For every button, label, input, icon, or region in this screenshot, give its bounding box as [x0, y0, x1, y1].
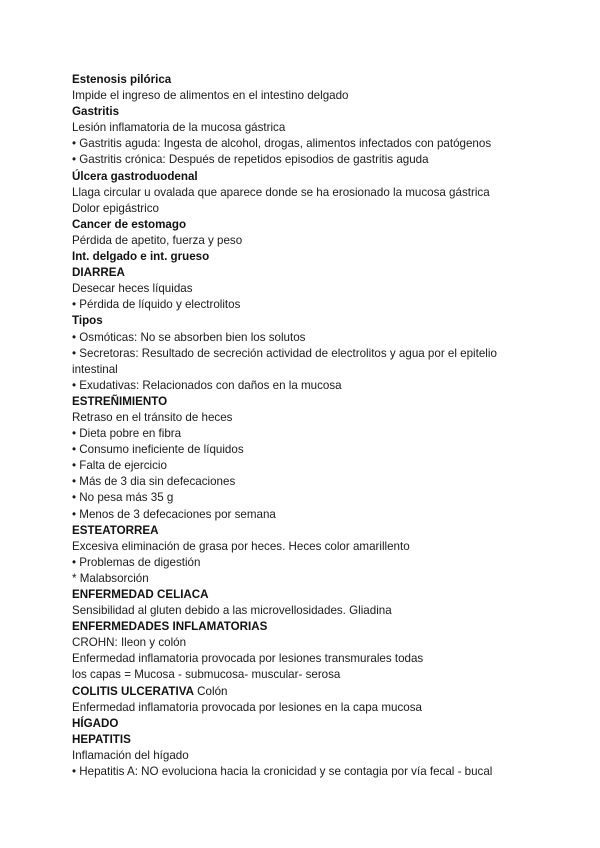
- section-heading: [72, 394, 542, 410]
- line-text: Lesión inflamatoria de la mucosa gástrica: [72, 121, 286, 135]
- text-line: [72, 651, 542, 667]
- line-text: • Pérdida de líquido y electrolitos: [72, 298, 241, 312]
- line-text: • Dieta pobre en fibra: [72, 427, 182, 441]
- text-line: [72, 152, 542, 168]
- line-text: ENFERMEDADES INFLAMATORIAS: [72, 620, 268, 634]
- line-text: ESTEATORREA: [72, 523, 159, 537]
- line-text: • Falta de ejercicio: [72, 459, 167, 473]
- line-text: Inflamación del hígado: [72, 748, 189, 762]
- line-text: • Hepatitis A: NO evoluciona hacia la cronicidad y se contagia por vía fecal - bucal: [72, 765, 493, 779]
- text-line: [72, 201, 542, 217]
- line-text: Dolor epigástrico: [72, 201, 159, 215]
- line-text: Excesiva eliminación de grasa por heces. Heces color amarillento: [72, 539, 410, 553]
- line-text: • Exudativas: Relacionados con daños en la mucosa: [72, 378, 342, 392]
- section-heading: [72, 716, 542, 732]
- section-heading: [72, 249, 542, 265]
- line-text: • Gastritis crónica: Después de repetidos episodios de gastritis aguda: [72, 153, 429, 167]
- text-line: [72, 362, 542, 378]
- line-text: Cancer de estomago: [72, 217, 187, 231]
- text-line: [72, 281, 542, 297]
- line-text: ENFERMEDAD CELIACA: [72, 588, 209, 601]
- line-suffix: Colón: [193, 684, 228, 698]
- text-line: [72, 458, 542, 474]
- section-heading: [72, 313, 542, 329]
- text-line: [72, 555, 542, 571]
- text-line: [72, 700, 542, 716]
- line-text: Estenosis pilórica: [72, 73, 172, 86]
- text-line: [72, 378, 542, 394]
- line-text: Pérdida de apetito, fuerza y peso: [72, 233, 243, 247]
- line-text: DIARREA: [72, 266, 125, 280]
- text-line: [72, 410, 542, 426]
- line-text: • Más de 3 dia sin defecaciones: [72, 475, 236, 489]
- text-line: [72, 539, 542, 555]
- text-line: [72, 88, 542, 104]
- section-heading: [72, 523, 542, 539]
- text-line: [72, 297, 542, 313]
- text-line: [72, 426, 542, 442]
- section-heading: [72, 72, 542, 88]
- section-heading: [72, 619, 542, 635]
- line-text: Impide el ingreso de alimentos en el intestino delgado: [72, 89, 349, 103]
- text-line: [72, 346, 542, 362]
- line-text: Desecar heces líquidas: [72, 282, 193, 296]
- line-text: • No pesa más 35 g: [72, 491, 174, 505]
- section-heading: [72, 587, 542, 603]
- section-heading: [72, 169, 542, 185]
- line-text: CROHN: Ileon y colón: [72, 636, 187, 650]
- line-text: • Secretoras: Resultado de secreción actividad de electrolitos y agua por el epitelio: [72, 346, 497, 360]
- text-line: [72, 748, 542, 764]
- text-line: [72, 490, 542, 506]
- line-text: • Gastritis aguda: Ingesta de alcohol, drogas, alimentos infectados con patógenos: [72, 137, 492, 151]
- line-text: Úlcera gastroduodenal: [72, 169, 198, 183]
- line-text: HÍGADO: [72, 716, 119, 730]
- line-text: • Problemas de digestión: [72, 555, 201, 569]
- document-page: [72, 72, 542, 780]
- text-line: [72, 667, 542, 683]
- line-text: Tipos: [72, 314, 103, 328]
- text-line: [72, 233, 542, 249]
- section-heading: [72, 265, 542, 281]
- line-text: los capas = Mucosa - submucosa- muscular- serosa: [72, 668, 341, 682]
- text-line: [72, 330, 542, 346]
- section-heading: [72, 732, 542, 748]
- line-text: Llaga circular u ovalada que aparece donde se ha erosionado la mucosa gástrica: [72, 185, 490, 199]
- line-text: Retraso en el tránsito de heces: [72, 410, 233, 424]
- line-text: HEPATITIS: [72, 732, 131, 746]
- line-text: ESTREÑIMIENTO: [72, 394, 168, 408]
- line-text: Gastritis: [72, 105, 120, 119]
- line-text: • Consumo ineficiente de líquidos: [72, 443, 244, 457]
- text-line: [72, 136, 542, 152]
- text-line: [72, 571, 542, 587]
- text-line: [72, 120, 542, 136]
- line-text: * Malabsorción: [72, 571, 149, 585]
- line-text: intestinal: [72, 362, 118, 376]
- line-text: Enfermedad inflamatoria provocada por lesiones en la capa mucosa: [72, 700, 422, 714]
- text-line: [72, 442, 542, 458]
- line-text: • Osmóticas: No se absorben bien los solutos: [72, 330, 306, 344]
- text-line: [72, 635, 542, 651]
- line-text: COLITIS ULCERATIVA: [72, 684, 194, 698]
- text-line: [72, 185, 542, 201]
- text-line: [72, 764, 542, 780]
- section-heading: [72, 217, 542, 233]
- text-line: [72, 603, 542, 619]
- section-heading: [72, 684, 542, 700]
- text-line: [72, 474, 542, 490]
- line-text: Sensibilidad al gluten debido a las microvellosidades. Gliadina: [72, 604, 392, 618]
- text-line: [72, 507, 542, 523]
- line-text: Int. delgado e int. grueso: [72, 250, 210, 264]
- line-text: Enfermedad inflamatoria provocada por lesiones transmurales todas: [72, 652, 424, 666]
- section-heading: [72, 104, 542, 120]
- line-text: • Menos de 3 defecaciones por semana: [72, 507, 276, 521]
